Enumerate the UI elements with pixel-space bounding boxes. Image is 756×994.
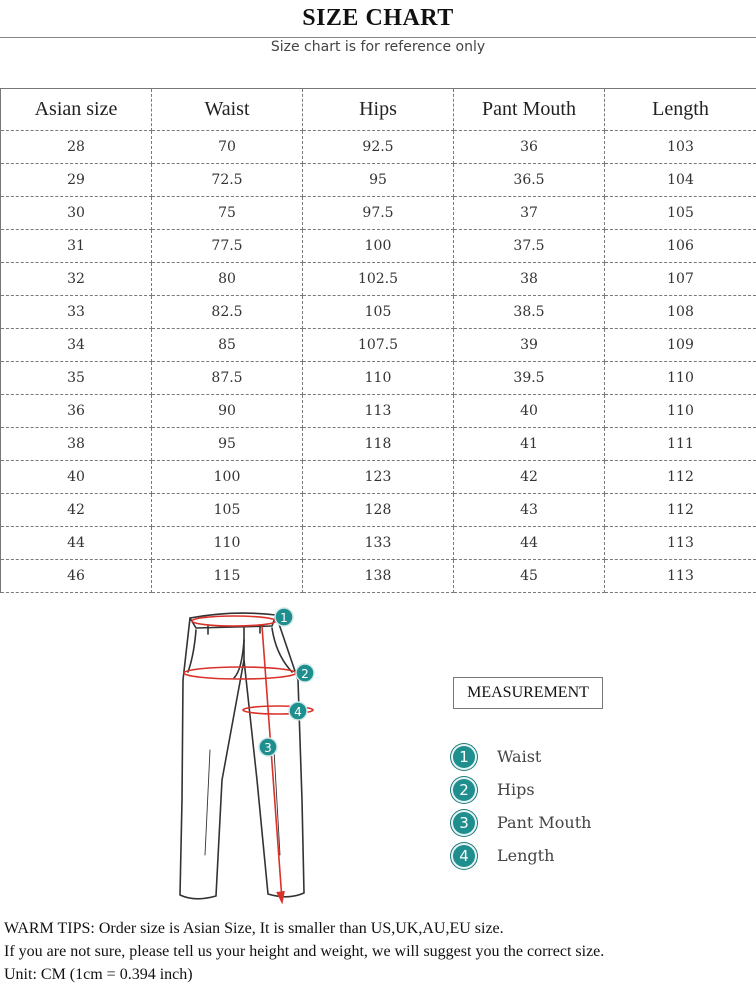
size-table [0, 88, 756, 593]
column-header: Waist [152, 89, 303, 131]
marker-1 [275, 608, 293, 626]
column-header: Hips [303, 89, 454, 131]
table-row [1, 329, 756, 362]
pants-diagram [150, 600, 350, 910]
table-cell: 28 [1, 131, 152, 164]
table-cell: 111 [605, 428, 756, 461]
marker-3 [259, 738, 277, 756]
table-body [1, 131, 756, 593]
table-cell: 102.5 [303, 263, 454, 296]
table-cell: 36 [1, 395, 152, 428]
table-cell: 133 [303, 527, 454, 560]
table-cell: 103 [605, 131, 756, 164]
legend-item-hips [451, 777, 651, 803]
number-badge: 4 [451, 843, 477, 869]
table-cell: 128 [303, 494, 454, 527]
table-cell: 39 [454, 329, 605, 362]
legend-item-length [451, 843, 651, 869]
page-subtitle: Size chart is for reference only [270, 39, 486, 55]
table-row [1, 362, 756, 395]
legend-item-pant-mouth [451, 810, 651, 836]
table-cell: 39.5 [454, 362, 605, 395]
table-cell: 33 [1, 296, 152, 329]
table-cell: 110 [605, 395, 756, 428]
title-divider [0, 37, 756, 38]
table-cell: 32 [1, 263, 152, 296]
table-cell: 30 [1, 197, 152, 230]
table-cell: 38 [1, 428, 152, 461]
marker-2 [296, 664, 314, 682]
table-cell: 35 [1, 362, 152, 395]
tip-line: If you are not sure, please tell us your height and weight, we will suggest you the correct size. [4, 943, 605, 960]
table-row [1, 395, 756, 428]
table-cell: 90 [152, 395, 303, 428]
table-cell: 41 [454, 428, 605, 461]
table-cell: 80 [152, 263, 303, 296]
table-cell: 138 [303, 560, 454, 593]
table-cell: 104 [605, 164, 756, 197]
svg-text:2: 2 [301, 667, 309, 681]
table-cell: 109 [605, 329, 756, 362]
table-cell: 42 [454, 461, 605, 494]
table-cell: 40 [454, 395, 605, 428]
table-row [1, 461, 756, 494]
legend-label: Hips [497, 780, 535, 799]
legend-item-waist [451, 744, 651, 770]
table-cell: 44 [454, 527, 605, 560]
measurement-heading: MEASUREMENT [453, 677, 603, 709]
table-cell: 108 [605, 296, 756, 329]
table-row [1, 197, 756, 230]
table-cell: 92.5 [303, 131, 454, 164]
table-row [1, 263, 756, 296]
table-cell: 75 [152, 197, 303, 230]
table-row [1, 131, 756, 164]
table-row [1, 296, 756, 329]
table-cell: 123 [303, 461, 454, 494]
table-cell: 42 [1, 494, 152, 527]
table-cell: 36 [454, 131, 605, 164]
table-cell: 115 [152, 560, 303, 593]
table-cell: 87.5 [152, 362, 303, 395]
table-cell: 37 [454, 197, 605, 230]
table-cell: 113 [605, 560, 756, 593]
table-cell: 72.5 [152, 164, 303, 197]
table-row [1, 164, 756, 197]
table-cell: 70 [152, 131, 303, 164]
table-cell: 46 [1, 560, 152, 593]
table-cell: 100 [152, 461, 303, 494]
table-cell: 43 [454, 494, 605, 527]
table-cell: 110 [303, 362, 454, 395]
table-cell: 118 [303, 428, 454, 461]
table-cell: 107.5 [303, 329, 454, 362]
table-cell: 112 [605, 494, 756, 527]
svg-text:3: 3 [264, 741, 272, 755]
table-cell: 113 [303, 395, 454, 428]
svg-text:4: 4 [294, 705, 302, 719]
table-cell: 105 [303, 296, 454, 329]
table-cell: 107 [605, 263, 756, 296]
table-cell: 95 [303, 164, 454, 197]
table-cell: 85 [152, 329, 303, 362]
table-header-row [1, 89, 756, 131]
page-title: SIZE CHART [302, 5, 454, 31]
table-cell: 44 [1, 527, 152, 560]
table-cell: 38.5 [454, 296, 605, 329]
tip-line: Unit: CM (1cm = 0.394 inch) [4, 966, 193, 983]
table-cell: 110 [152, 527, 303, 560]
table-cell: 45 [454, 560, 605, 593]
column-header: Pant Mouth [454, 89, 605, 131]
table-cell: 105 [605, 197, 756, 230]
svg-text:1: 1 [280, 611, 288, 625]
column-header: Length [605, 89, 756, 131]
table-cell: 77.5 [152, 230, 303, 263]
legend-label: Pant Mouth [497, 813, 592, 832]
table-cell: 113 [605, 527, 756, 560]
legend-label: Waist [497, 747, 542, 766]
table-row [1, 494, 756, 527]
table-row [1, 560, 756, 593]
table-row [1, 428, 756, 461]
table-cell: 105 [152, 494, 303, 527]
table-cell: 40 [1, 461, 152, 494]
table-cell: 82.5 [152, 296, 303, 329]
table-row [1, 230, 756, 263]
table-cell: 100 [303, 230, 454, 263]
column-header: Asian size [1, 89, 152, 131]
table-row [1, 527, 756, 560]
table-cell: 110 [605, 362, 756, 395]
number-badge: 1 [451, 744, 477, 770]
table-cell: 29 [1, 164, 152, 197]
table-cell: 112 [605, 461, 756, 494]
number-badge: 2 [451, 777, 477, 803]
marker-4 [289, 702, 307, 720]
table-cell: 34 [1, 329, 152, 362]
table-cell: 36.5 [454, 164, 605, 197]
tip-line: WARM TIPS: Order size is Asian Size, It is smaller than US,UK,AU,EU size. [4, 920, 504, 937]
table-cell: 37.5 [454, 230, 605, 263]
number-badge: 3 [451, 810, 477, 836]
table-cell: 106 [605, 230, 756, 263]
warm-tips [4, 917, 756, 986]
table-cell: 97.5 [303, 197, 454, 230]
table-cell: 38 [454, 263, 605, 296]
legend-label: Length [497, 846, 555, 865]
table-cell: 31 [1, 230, 152, 263]
table-cell: 95 [152, 428, 303, 461]
